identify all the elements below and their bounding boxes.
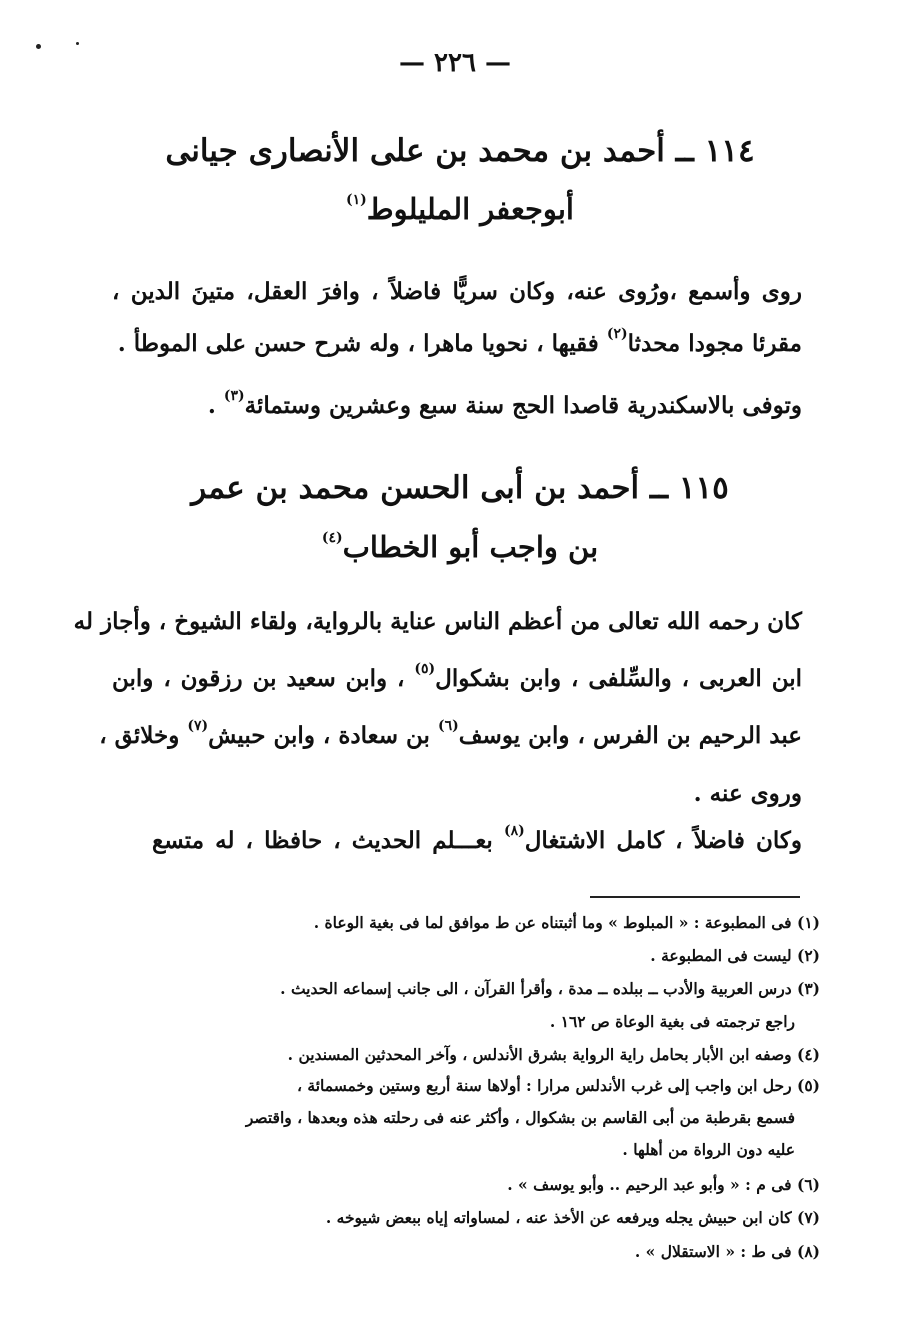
page-number: — ٢٢٦ —: [398, 48, 512, 78]
footnote-continuation: فسمع بقرطبة من أبى القاسم بن بشكوال ، وأكثر عنه فى رحلته هذه وبعدها ، واقتصر: [245, 1108, 795, 1127]
entry-114-subheading: [140, 192, 780, 226]
line-text: وخلائق ،: [99, 722, 188, 749]
line-text: بن سعادة ، وابن حبيش: [208, 722, 438, 749]
line-text: ابن العربى ، والسِّلفى ، وابن بشكوال: [435, 665, 802, 692]
footnote-continuation: راجع ترجمته فى بغية الوعاة ص ١٦٢ .: [549, 1012, 795, 1031]
footnote-ref: (٨): [503, 823, 525, 840]
entry-115-line: [99, 718, 802, 749]
line-text: ، وابن سعيد بن رزقون ، وابن: [112, 665, 415, 692]
entry-114-name: أبوجعفر المليلوط: [366, 192, 574, 226]
line-text: فقيها ، نحويا ماهرا ، وله شرح حسن على الموطأ .: [117, 330, 607, 357]
line-text: .: [207, 392, 224, 419]
footnote: (٥) رحل ابن واجب إلى غرب الأندلس مرارا : أولاها سنة أربع وستين وخمسمائة ،: [297, 1076, 820, 1095]
entry-114-line: [152, 388, 802, 419]
entry-115-line: [73, 608, 802, 635]
scan-speck: [76, 42, 79, 45]
entry-114-line: [112, 278, 802, 305]
line-text: كان رحمه الله تعالى من أعظم الناس عناية بالرواية، ولقاء الشيوخ ، وأجاز له: [73, 608, 802, 635]
footnote: (٢) ليست فى المطبوعة .: [650, 946, 820, 965]
entry-114-heading: ١١٤ ــ أحمد بن محمد بن على الأنصارى جيانى: [165, 133, 755, 169]
footnote: (٧) كان ابن حبيش يجله ويرفعه عن الأخذ عنه ، لمساواته إياه ببعض شيوخه .: [325, 1208, 820, 1227]
line-text: عبد الرحيم بن الفرس ، وابن يوسف: [458, 722, 802, 749]
footnote-continuation: عليه دون الرواة من أهلها .: [622, 1140, 795, 1159]
line-text: وكان فاضلاً ، كامل الاشتغال: [524, 827, 802, 854]
footnote: (١) فى المطبوعة : « المبلوط » وما أثبتناه عن ط موافق لما فى بغية الوعاة .: [313, 913, 820, 932]
entry-115-line: [152, 823, 802, 854]
line-text: وروى عنه .: [693, 780, 802, 807]
footnote-ref: (٣): [223, 388, 245, 405]
entry-115-line: [112, 661, 802, 692]
entry-115-subheading: [140, 530, 780, 564]
footnote: (٤) وصفه ابن الأبار بحامل راية الرواية بشرق الأندلس ، وآخر المحدثين المسندين .: [287, 1045, 820, 1064]
entry-115-name: بن واجب أبو الخطاب: [342, 530, 599, 564]
entry-114-line: [112, 326, 802, 357]
entry-115-heading: ١١٥ ــ أحمد بن أبى الحسن محمد بن عمر: [191, 470, 729, 506]
entry-115-line: [112, 780, 802, 807]
line-text: بعـــلم الحديث ، حافظا ، له متسع: [152, 827, 504, 854]
footnote-ref: (٦): [437, 718, 459, 735]
footnote: (٦) فى م : « وأبو عبد الرحيم .. وأبو يوسف » .: [507, 1175, 820, 1194]
footnote-ref: (٧): [187, 718, 209, 735]
footnote: (٨) فى ط : « الاستقلال » .: [634, 1242, 820, 1261]
footnote-ref: (٥): [414, 661, 436, 678]
footnote-ref: (١): [346, 192, 367, 209]
footnote-separator: [590, 896, 800, 898]
line-text: وتوفى بالاسكندرية قاصدا الحج سنة سبع وعشرين وستمائة: [244, 392, 802, 419]
footnote: (٣) درس العربية والأدب ــ ببلده ــ مدة ، وأقرأ القرآن ، الى جانب إسماعه الحديث .: [280, 979, 820, 998]
footnote-ref: (٤): [321, 530, 343, 547]
line-text: روى وأسمع ،ورُوى عنه، وكان سريًّا فاضلاً ، وافرَ العقل، متينَ الدين ،: [112, 278, 802, 305]
footnote-ref: (٢): [606, 326, 628, 343]
line-text: مقرئا مجودا محدثا: [627, 330, 802, 357]
